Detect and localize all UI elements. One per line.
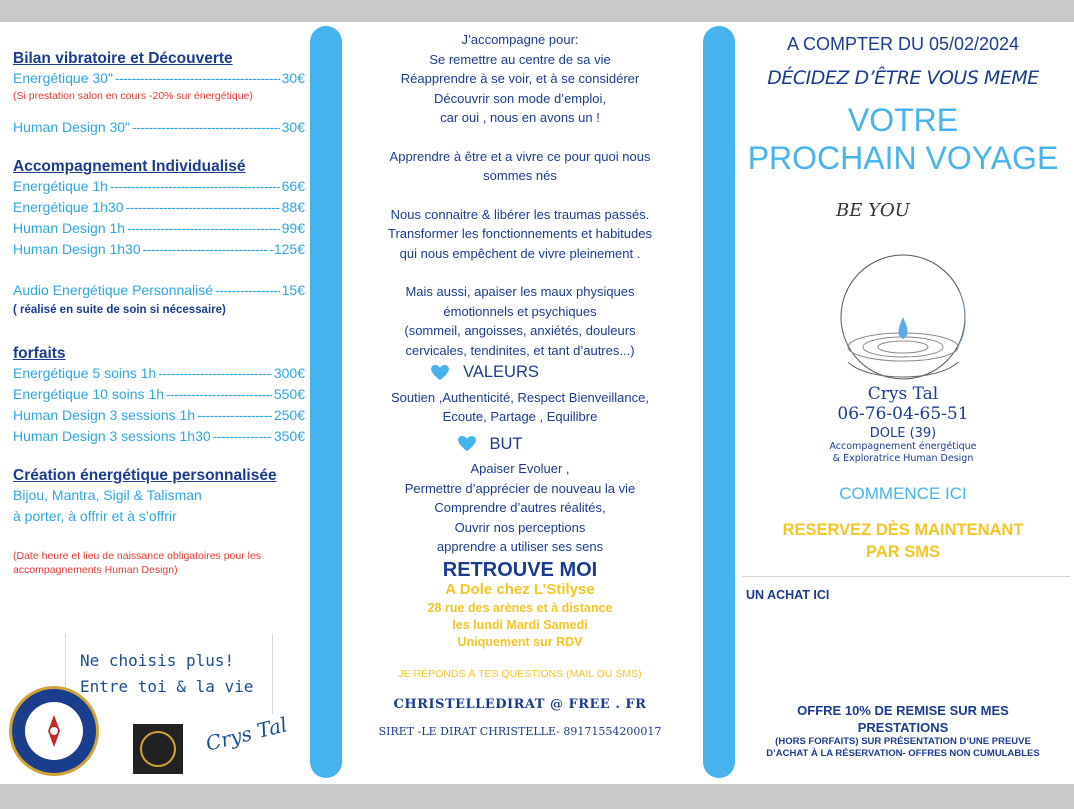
contact-card xyxy=(736,384,1070,465)
price-row: Human Design 3 sessions 1h30 ----- 350€ xyxy=(13,426,305,447)
birth-data-note: (Date heure et lieu de naissance obligatoires pour les accompagnements Human Design) xyxy=(13,550,262,576)
text-line: Permettre d’apprécier de nouveau la vie xyxy=(404,480,636,496)
text-line: qui nous empêchent de vivre pleinement . xyxy=(399,245,641,261)
text-line: Réapprendre à se voir, et à se considérer xyxy=(400,71,640,86)
price-row-audio: Audio Energétique Personnalisé ----- 15€ xyxy=(13,280,305,301)
price-row: Human Design 1h ----- 99€ xyxy=(13,218,305,239)
text-line: Comprendre d’autres réalités, xyxy=(434,500,606,515)
text-line: émotionnels et psychiques xyxy=(443,303,597,319)
offer-title: OFFRE 10% DE REMISE SUR MES PRESTATIONS xyxy=(797,703,1009,735)
text-line: Ecoute, Partage , Equilibre xyxy=(442,409,598,424)
service-subtitle: & Exploratrice Human Design xyxy=(832,453,974,464)
text-line: Découvrir son mode d’emploi, xyxy=(434,90,606,106)
quote-box xyxy=(65,634,273,714)
section-title-bilan: Bilan vibratoire et Découverte xyxy=(13,50,233,67)
text-line: Se remettre au centre de sa vie xyxy=(429,51,611,67)
price-row: Energétique 1h30 ----- 88€ xyxy=(13,197,305,218)
description-column xyxy=(350,30,690,742)
price-row: Energétique 30" ----- 30€ xyxy=(13,68,305,89)
text-line: Transformer les fonctionnements et habitudes xyxy=(388,226,652,241)
siret-number: SIRET -LE DIRAT CHRISTELLE- 89171554200017 xyxy=(378,725,662,738)
commence-label: COMMENCE ICI xyxy=(839,484,967,503)
section-title-forfaits: forfaits xyxy=(13,345,66,362)
text-line: sommes nés xyxy=(483,168,557,183)
salon-discount-note: (Si prestation salon en cours -20% sur énergétique) xyxy=(13,90,253,102)
certification-seal-icon xyxy=(9,686,99,776)
price-row: Human Design 1h30 ----- -125€ xyxy=(13,239,305,260)
creation-line: Bijou, Mantra, Sigil & Talisman xyxy=(13,487,202,503)
audio-note: ( réalisé en suite de soin si nécessaire) xyxy=(13,304,226,316)
main-title: VOTRE PROCHAIN VOYAGE xyxy=(747,102,1059,176)
address-line: les lundi Mardi Samedi xyxy=(452,618,588,632)
reservez-cta: RESERVEZ DÈS MAINTENANT PAR SMS xyxy=(782,521,1024,561)
text-line: (sommeil, angoisses, anxiétés, douleurs xyxy=(404,323,636,338)
valeurs-heading: VALEURS xyxy=(280,363,690,383)
text-line: apprendre a utiliser ses sens xyxy=(436,539,604,554)
text-line: car oui , nous en avons un ! xyxy=(440,110,600,125)
price-row: Energétique 10 soins 1h ----- 550€ xyxy=(13,384,305,405)
signature: Crys Tal xyxy=(203,712,290,756)
address-line: Uniquement sur RDV xyxy=(457,635,583,649)
brand-name: Crys Tal xyxy=(867,384,939,404)
price-row: Human Design 30" ----- 30€ xyxy=(13,117,305,138)
but-heading: BUT xyxy=(290,435,690,455)
water-drop-globe-illustration xyxy=(828,247,978,392)
text-line: Soutien ,Authenticité, Respect Bienveillance, xyxy=(391,389,649,405)
creation-line: à porter, à offrir et à s’offrir xyxy=(13,508,177,524)
start-date: A COMPTER DU 05/02/2024 xyxy=(786,34,1020,54)
text-line: J’accompagne pour: xyxy=(461,32,579,47)
text-line: cervicales, tendinites, et tant d’autres...) xyxy=(405,342,635,358)
blue-fold-band xyxy=(310,26,342,778)
phone-number[interactable]: 06-76-04-65-51 xyxy=(837,404,969,424)
text-line: Apaiser Evoluer , xyxy=(470,461,570,476)
section-title-accompagnement: Accompagnement Individualisé xyxy=(13,158,246,175)
text-line: Apprendre à être et a vivre ce pour quoi nous xyxy=(389,148,651,164)
price-row: Energétique 1h ----- 66€ xyxy=(13,176,305,197)
brochure-page xyxy=(0,22,1074,784)
retrouve-heading: RETROUVE MOI xyxy=(442,558,598,581)
text-line: Ouvrir nos perceptions xyxy=(454,519,586,535)
be-you-logo: BE YOU xyxy=(836,200,910,221)
price-row: Human Design 3 sessions 1h ----- 250€ xyxy=(13,405,305,426)
address-line: 28 rue des arènes et à distance xyxy=(427,601,613,615)
blue-fold-band xyxy=(703,26,735,778)
email-address[interactable]: CHRISTELLEDIRAT @ FREE . FR xyxy=(393,696,647,712)
city: DOLE (39) xyxy=(869,426,937,441)
quote-line: Entre toi & la vie xyxy=(80,677,254,696)
achat-label: UN ACHAT ICI xyxy=(746,588,830,602)
heart-icon xyxy=(431,365,449,381)
gold-emblem-icon xyxy=(133,724,183,774)
tagline: DÉCIDEZ D’ÊTRE VOUS MEME xyxy=(767,67,1039,89)
text-line: Mais aussi, apaiser les maux physiques xyxy=(405,284,635,299)
section-title-creation: Création énergétique personnalisée xyxy=(13,467,277,484)
cover-column xyxy=(736,22,1070,759)
price-column xyxy=(13,50,305,577)
quote-line: Ne choisis plus! xyxy=(80,651,235,670)
text-line: Nous connaitre & libérer les traumas passés. xyxy=(390,206,650,222)
divider xyxy=(742,576,1070,577)
heart-icon xyxy=(458,436,476,452)
location-name: A Dole chez L’Stilyse xyxy=(445,581,595,598)
service-subtitle: Accompagnement énergétique xyxy=(829,441,977,452)
offer-conditions: (HORS FORFAITS) SUR PRÉSENTATION D’UNE PREUVE D’ACHAT À LA RÉSERVATION- OFFRES NON CUMULABLES xyxy=(766,736,1040,759)
price-row: Energétique 5 soins 1h ----- 300€ xyxy=(13,363,305,384)
questions-line: JE RÉPONDS À TES QUESTIONS (MAIL OU SMS) xyxy=(398,668,642,680)
